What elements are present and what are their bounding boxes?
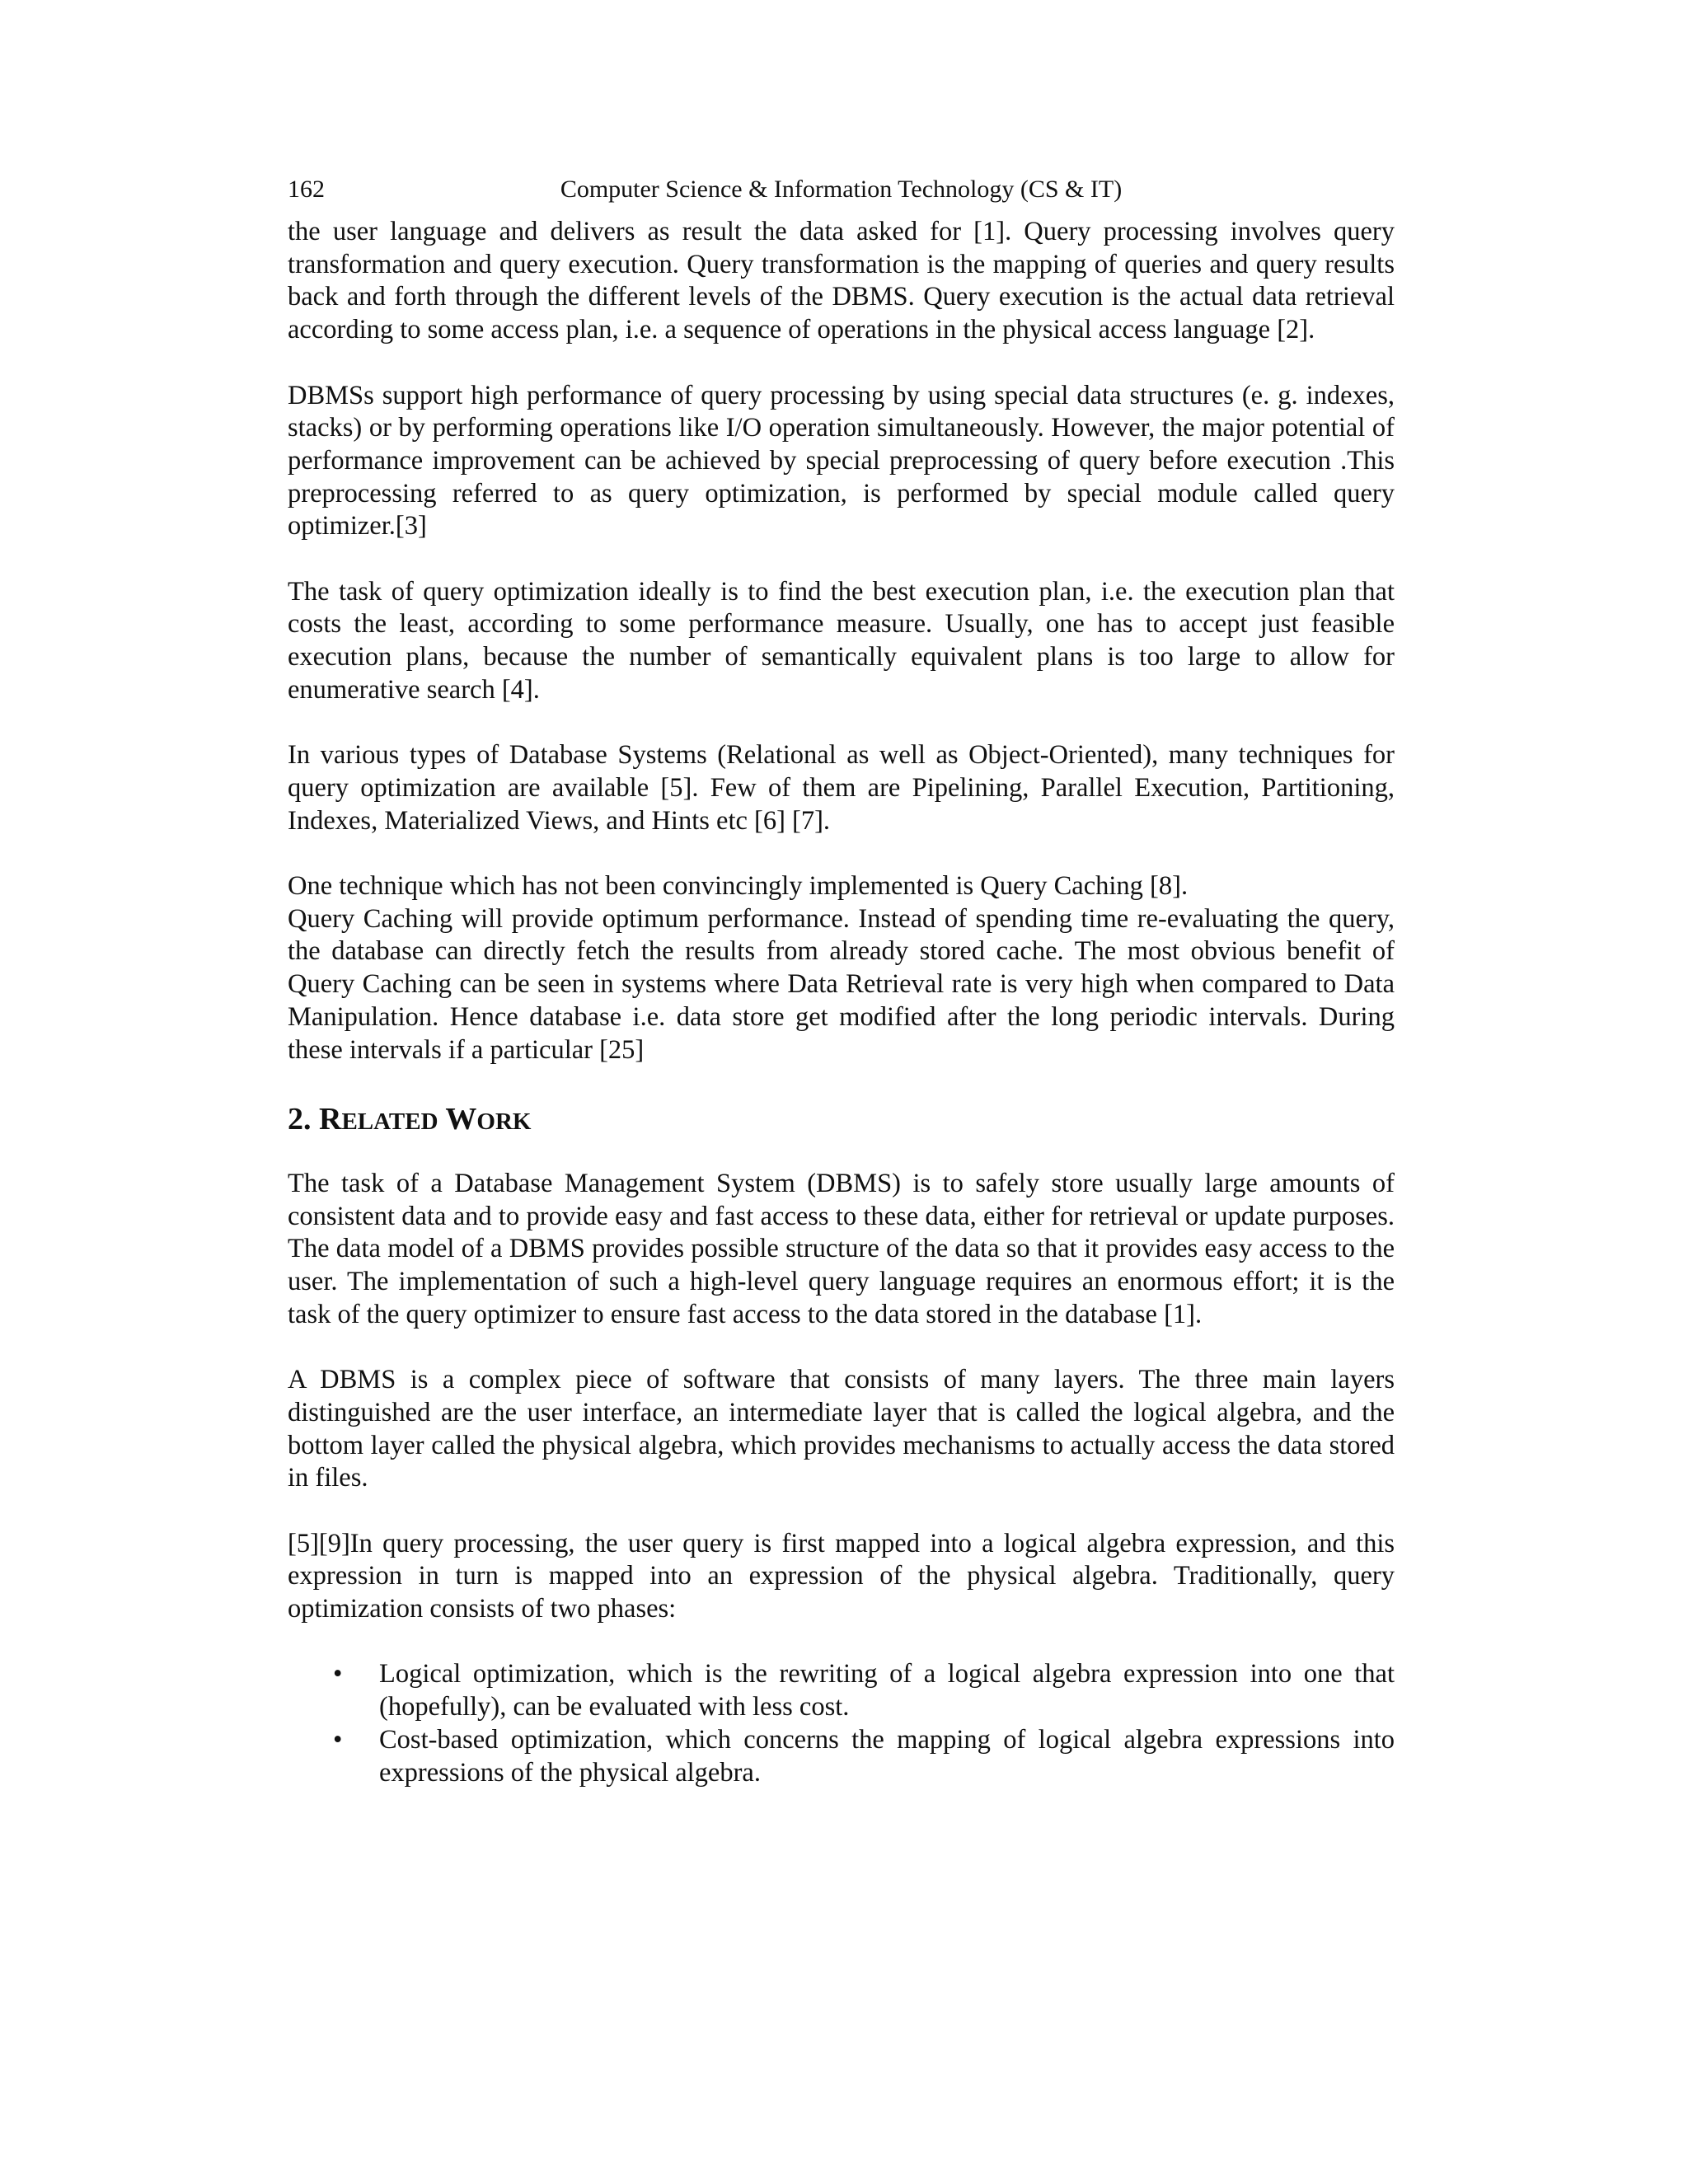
paragraph-query-processing: the user language and delivers as result the data asked for [1]. Query processing involves query transformation and query execution. Query transformation is the mapping of queries and query results back and forth through the different levels of the DBMS. Query execution is the actual data retrieval according to some access plan, i.e. a sequence of operations in the physical access language [2]. (288, 217, 1395, 345)
bullet-marker: • (333, 1659, 343, 1690)
paragraph-techniques: In various types of Database Systems (Relational as well as Object-Oriented), many techniques for query optimization are available [5]. Few of them are Pipelining, Parallel Execution, Partitioning, Indexes, Materialized Views, and Hints etc [6] [7]. (288, 740, 1395, 836)
paragraph-dbms-task: The task of a Database Management System (DBMS) is to safely store usually large amounts of consistent data and to provide easy and fast access to these data, either for retrieval or update purposes. The data model of a DBMS provides possible structure of the data so that it provides easy access to the user. The implementation of such a high-level query language requires an enormous effort; it is the task of the query optimizer to ensure fast access to the data stored in the database [1]. (288, 1168, 1395, 1329)
list-item (288, 1658, 1395, 1723)
bullet-marker: • (333, 1724, 343, 1755)
paragraph-optimization-phases: [5][9]In query processing, the user query is first mapped into a logical algebra expression, and this expression in turn is mapped into an expression of the physical algebra. Traditionally, query optimization consists of two phases: (288, 1528, 1395, 1624)
body-text (288, 216, 1395, 1789)
paragraph-optimization-task: The task of query optimization ideally is to find the best execution plan, i.e. the execution plan that costs the least, according to some performance measure. Usually, one has to accept just feasible execution plans, because the number of semantically equivalent plans is too large to allow for enumerative search [4]. (288, 576, 1395, 705)
section-title-rest-2: ORK (476, 1108, 532, 1135)
paragraph-query-caching-intro: One technique which has not been convincingly implemented is Query Caching [8]. (288, 871, 1189, 901)
section-title-initial-1: R (319, 1101, 342, 1137)
paragraph-dbms-performance: DBMSs support high performance of query processing by using special data structures (e. g. indexes, stacks) or by performing operations like I/O operation simultaneously. However, the major potential of performance improvement can be achieved by special preprocessing of query before execution .This preprocessing referred to as query optimization, is performed by special module called query optimizer.[3] (288, 380, 1395, 541)
list-item-text: Cost-based optimization, which concerns the mapping of logical algebra expressions into expressions of the physical algebra. (379, 1724, 1395, 1788)
list-item (288, 1724, 1395, 1789)
journal-title: Computer Science & Information Technology (CS & IT) (560, 176, 1123, 203)
paragraph-query-caching: Query Caching will provide optimum performance. Instead of spending time re-evaluating the query, the database can directly fetch the results from already stored cache. The most obvious benefit of Query Caching can be seen in systems where Data Retrieval rate is very high when compared to Data Manipulation. Hence database i.e. data store get modified after the long periodic intervals. During these intervals if a particular [25] (288, 903, 1395, 1065)
running-header (288, 173, 1395, 206)
phase-list (288, 1658, 1395, 1789)
section-title-initial-2: W (445, 1101, 477, 1137)
section-title-rest-1: ELATED (341, 1108, 438, 1135)
list-item-text: Logical optimization, which is the rewriting of a logical algebra expression into one that (hopefully), can be evaluated with less cost. (379, 1659, 1395, 1722)
section-number: 2. (288, 1101, 312, 1137)
section-heading-related-work (288, 1099, 1395, 1141)
page-number: 162 (288, 176, 325, 203)
paragraph-dbms-layers: A DBMS is a complex piece of software that consists of many layers. The three main layers distinguished are the user interface, an intermediate layer that is called the logical algebra, and the bottom layer called the physical algebra, which provides mechanisms to actually access the data stored in files. (288, 1365, 1395, 1493)
